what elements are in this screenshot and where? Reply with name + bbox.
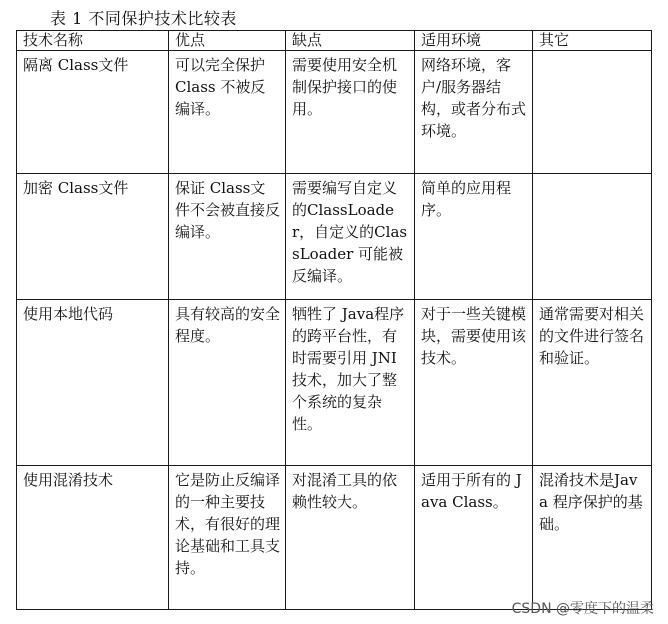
cell-environment: 适用于所有的 Java Class。 [415, 466, 533, 610]
cell-advantages: 它是防止反编译的一种主要技术，有很好的理论基础和工具支持。 [169, 466, 286, 610]
cell-environment: 简单的应用程序。 [415, 174, 533, 300]
table-row [17, 51, 652, 174]
header-tech-name: 技术名称 [17, 31, 169, 51]
cell-tech-name: 使用混淆技术 [17, 466, 169, 610]
cell-tech-name: 加密 Class文件 [17, 174, 169, 300]
cell-disadvantages: 对混淆工具的依赖性较大。 [286, 466, 415, 610]
csdn-watermark: CSDN @零度下的温柔 [511, 601, 654, 617]
cell-other: 混淆技术是Java 程序保护的基础。 [533, 466, 652, 610]
cell-tech-name: 使用本地代码 [17, 300, 169, 466]
cell-disadvantages: 牺牲了 Java程序的跨平台性，有时需要引用 JNI 技术，加大了整个系统的复杂性。 [286, 300, 415, 466]
header-advantages: 优点 [169, 31, 286, 51]
cell-other [533, 174, 652, 300]
cell-advantages: 保证 Class文件不会被直接反编译。 [169, 174, 286, 300]
cell-environment: 对于一些关键模块，需要使用该技术。 [415, 300, 533, 466]
table-caption: 表 1 不同保护技术比较表 [50, 9, 237, 28]
table-row [17, 174, 652, 300]
cell-advantages: 具有较高的安全程度。 [169, 300, 286, 466]
comparison-table [16, 30, 652, 610]
table-row [17, 466, 652, 610]
header-disadvantages: 缺点 [286, 31, 415, 51]
cell-environment: 网络环境，客户/服务器结构，或者分布式环境。 [415, 51, 533, 174]
cell-disadvantages: 需要使用安全机制保护接口的使用。 [286, 51, 415, 174]
table-header-row [17, 31, 652, 51]
cell-advantages: 可以完全保护 Class 不被反编译。 [169, 51, 286, 174]
header-environment: 适用环境 [415, 31, 533, 51]
cell-other: 通常需要对相关的文件进行签名和验证。 [533, 300, 652, 466]
table-row [17, 300, 652, 466]
cell-other [533, 51, 652, 174]
cell-disadvantages: 需要编写自定义的ClassLoader，自定义的ClassLoader 可能被反编译。 [286, 174, 415, 300]
header-other: 其它 [533, 31, 652, 51]
cell-tech-name: 隔离 Class文件 [17, 51, 169, 174]
